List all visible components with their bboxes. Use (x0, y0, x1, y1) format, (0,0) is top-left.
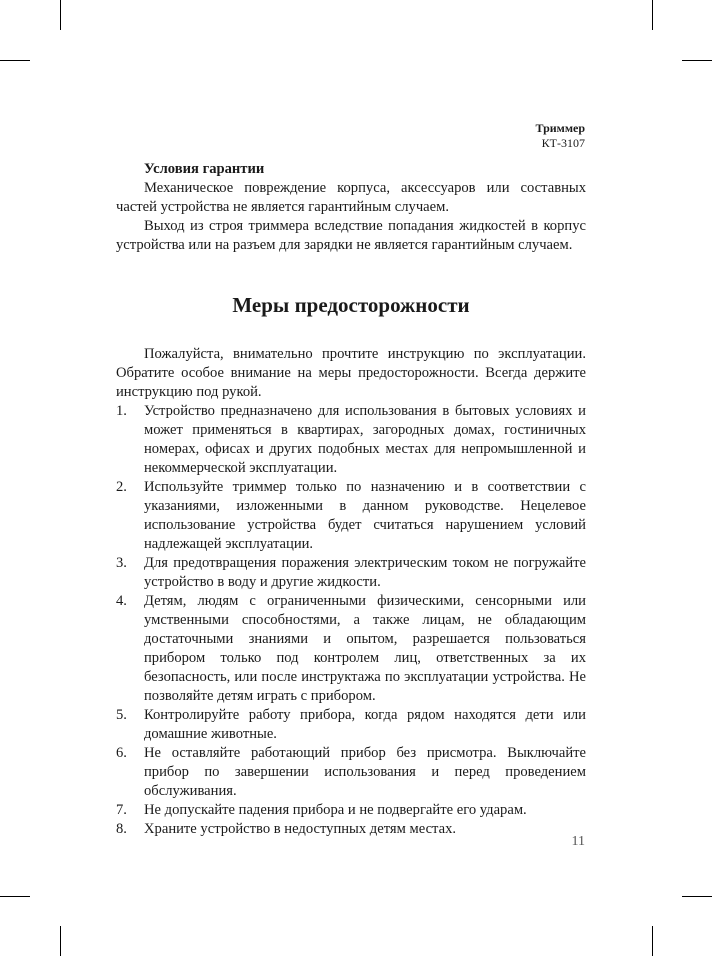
crop-mark-right-bottom (682, 896, 712, 897)
list-item (116, 706, 586, 744)
precautions-title: Меры предосторожности (232, 293, 470, 317)
model-name: Триммер (535, 121, 585, 135)
item-text: Используйте триммер только по назначению и в соответствии с указаниями, изложенными в данном руководстве. Нецелевое использование устройства будет считаться нарушением условий надлежащей эксплуатации. (144, 479, 586, 552)
model-code: КТ-3107 (541, 136, 585, 150)
precautions-list (116, 402, 586, 839)
crop-mark-top-left (60, 0, 61, 30)
item-text: Устройство предназначено для использования в бытовых условиях и может применяться в квартирах, загородных домах, гостиничных номерах, офисах и других подобных местах для непромышленной и некоммерческой эксплуатации. (144, 403, 586, 476)
item-text: Для предотвращения поражения электрическим током не погружайте устройство в воду и другие жидкости. (144, 555, 586, 590)
item-number: 8. (116, 821, 127, 837)
page-content (116, 160, 586, 839)
crop-mark-bottom-left (60, 926, 61, 956)
list-item (116, 592, 586, 706)
list-item (116, 801, 586, 820)
list-item (116, 744, 586, 801)
running-header (536, 121, 585, 151)
item-number: 6. (116, 745, 127, 761)
list-item (116, 402, 586, 478)
page-number: 11 (571, 834, 585, 849)
crop-mark-left-top (0, 60, 30, 61)
item-text: Детям, людям с ограниченными физическими, сенсорными или умственными способностями, а также лицам, не обладающим достаточными знаниями и опытом, разрешается пользоваться прибором только под контролем лиц, ответственных за их безопасность, или после инструктажа по эксплуатации устройства. Не позволяйте детям играть с прибором. (144, 593, 586, 704)
item-text: Не оставляйте работающий прибор без присмотра. Выключайте прибор по завершении использования и перед проведением обслуживания. (144, 745, 586, 799)
warranty-title: Условия гарантии (144, 161, 265, 177)
list-item (116, 478, 586, 554)
crop-mark-left-bottom (0, 896, 30, 897)
crop-mark-top-right (652, 0, 653, 30)
list-item (116, 554, 586, 592)
crop-mark-bottom-right (652, 926, 653, 956)
warranty-paragraph: Выход из строя триммера вследствие попадания жидкостей в корпус устройства или на разъем для зарядки не является гарантийным случаем. (116, 218, 586, 253)
item-number: 1. (116, 403, 127, 419)
item-text: Храните устройство в недоступных детям местах. (144, 821, 457, 837)
crop-mark-right-top (682, 60, 712, 61)
precautions-intro: Пожалуйста, внимательно прочтите инструкцию по эксплуатации. Обратите особое внимание на меры предосторожности. Всегда держите инструкцию под рукой. (116, 346, 586, 400)
item-number: 4. (116, 593, 127, 609)
item-number: 5. (116, 707, 127, 723)
warranty-paragraph: Механическое повреждение корпуса, аксессуаров или составных частей устройства не является гарантийным случаем. (116, 180, 586, 215)
list-item (116, 820, 586, 839)
item-number: 3. (116, 555, 127, 571)
item-text: Не допускайте падения прибора и не подвергайте его ударам. (144, 802, 527, 818)
item-text: Контролируйте работу прибора, когда рядом находятся дети или домашние животные. (144, 707, 586, 742)
item-number: 2. (116, 479, 127, 495)
item-number: 7. (116, 802, 127, 818)
